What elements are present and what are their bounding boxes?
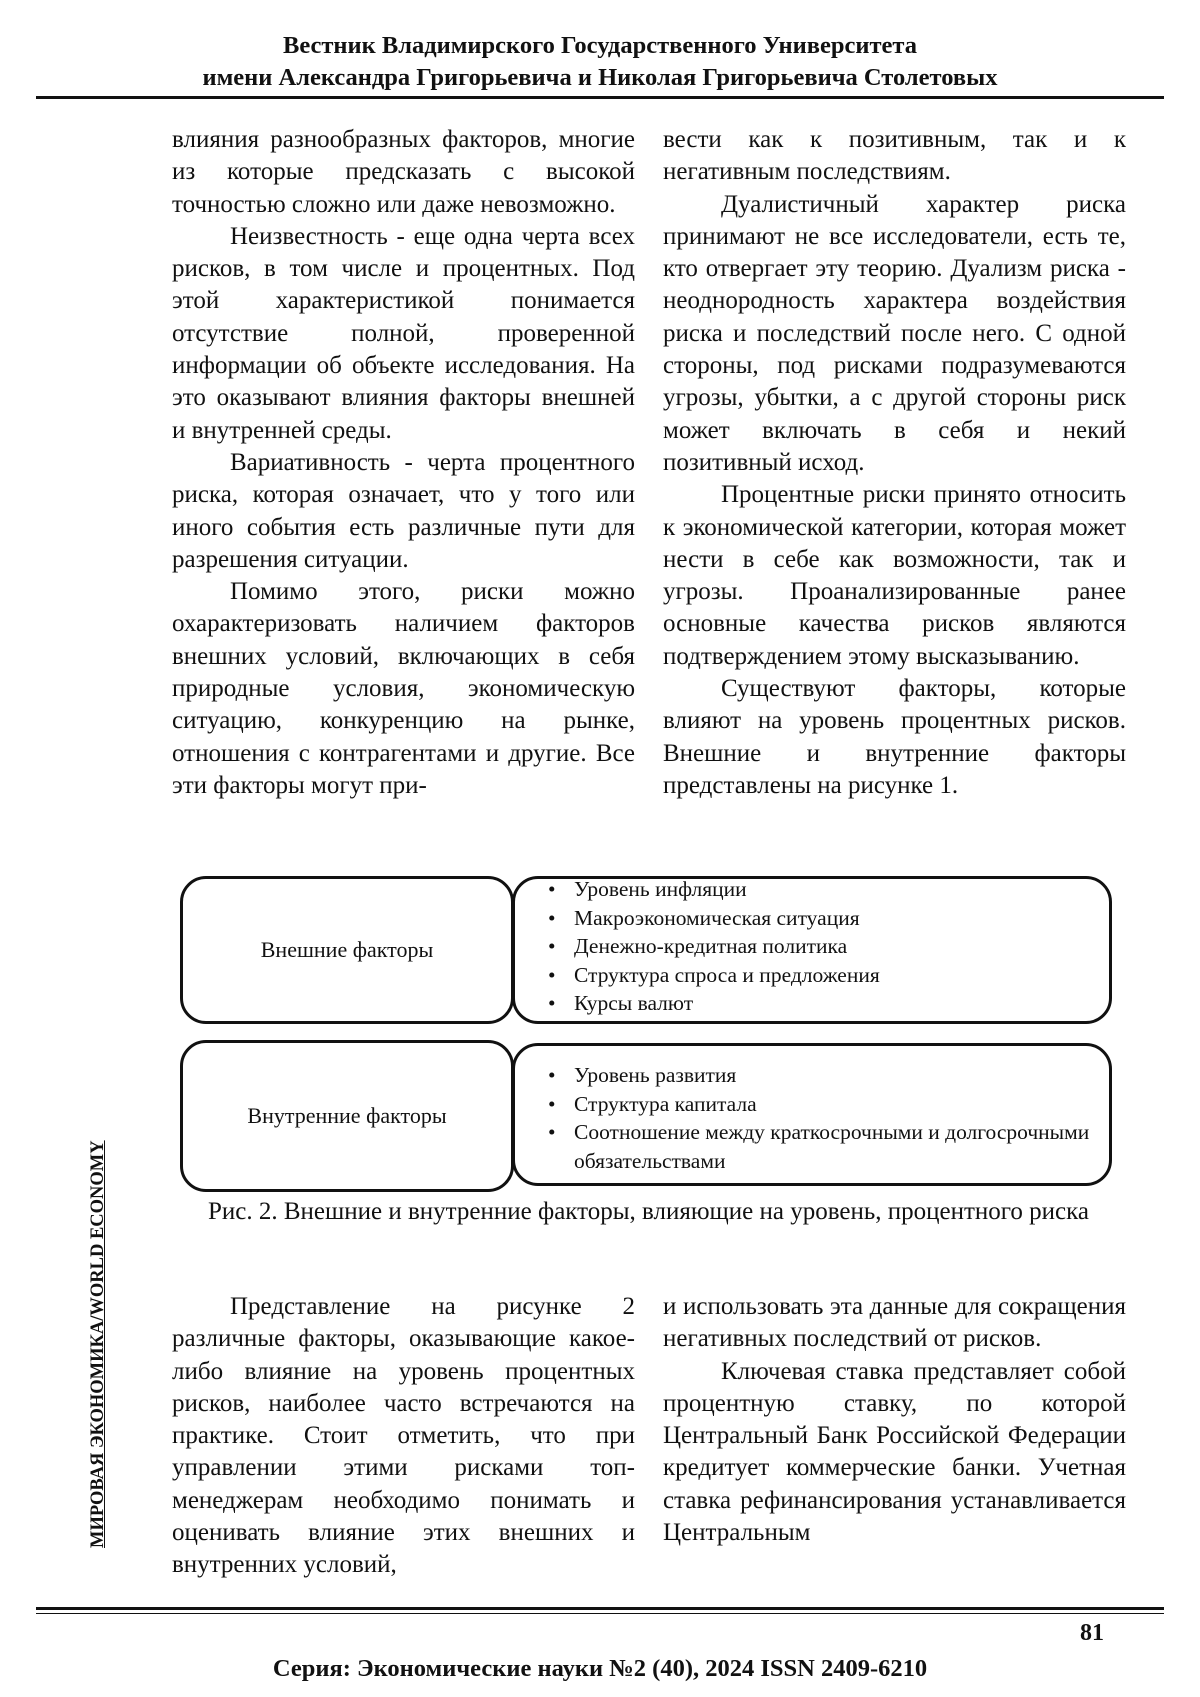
- paragraph: Процентные риски принято относить к экономической категории, которая может нести в себе как возможности, так и угрозы. Проанализированные ранее основные качества рисков являются подтверждением этому высказыванию.: [663, 481, 1126, 670]
- paragraph: Вариативность - черта процентного риска, которая означает, что у того или иного события есть различные пути для разрешения ситуации.: [172, 448, 635, 573]
- footer-rule-thin: [36, 1613, 1164, 1614]
- external-factors-label: Внешние факторы: [260, 937, 434, 962]
- column-left-top: [172, 124, 635, 802]
- journal-header: [36, 30, 1164, 94]
- journal-series-footer: Серия: Экономические науки №2 (40), 2024 ISSN 2409-6210: [272, 1655, 928, 1682]
- external-factor-item: • Денежно-кредитная политика: [548, 932, 1109, 961]
- external-factor-item: • Структура спроса и предложения: [548, 961, 1109, 990]
- internal-factor-item: • Уровень развития: [548, 1061, 1109, 1090]
- paragraph: Неизвестность - еще одна черта всех рисков, в том числе и процентных. Под этой характеристикой понимается отсутствие полной, проверенной информации об объекте исследования. На это оказывают влияния факторы внешней и внутренней среды.: [172, 222, 635, 444]
- external-factor-item: • Макроэкономическая ситуация: [548, 904, 1109, 933]
- paragraph: Ключевая ставка представляет собой процентную ставку, по которой Центральный Банк Российской Федерации кредитует коммерческие банки. Учетная ставка рефинансирования устанавливается Центральным: [663, 1357, 1126, 1547]
- column-right-bottom: [663, 1291, 1126, 1549]
- paragraph: вести как к позитивным, так и к негативным последствиям.: [663, 126, 1126, 186]
- internal-factor-item: • Структура капитала: [548, 1090, 1109, 1119]
- external-factor-item: • Уровень инфляции: [548, 875, 1109, 904]
- internal-factor-item: • Соотношение между краткосрочными и долгосрочными обязательствами: [548, 1118, 1109, 1175]
- section-side-label: МИРОВАЯ ЭКОНОМИКА/WORLD ECONOMY: [88, 1140, 108, 1548]
- journal-title-line1: Вестник Владимирского Государственного Университета: [283, 32, 917, 59]
- paragraph: Представление на рисунке 2 различные факторы, оказывающие какое-либо влияние на уровень процентных рисков, наиболее часто встречаются на практике. Стоит отметить, что при управлении этими рисками топ-менеджерам необходимо понимать и оценивать влияние этих внешних и внутренних условий,: [172, 1293, 635, 1579]
- footer-rule: [36, 1607, 1164, 1610]
- external-factors-box: [180, 876, 514, 1024]
- external-factors-list-box: [512, 876, 1112, 1024]
- header-rule: [36, 96, 1164, 99]
- paragraph: Дуалистичный характер риска принимают не все исследователи, есть те, кто отвергает эту теорию. Дуализм риска - неоднородность характера воздействия риска и последствий после него. С одной стороны, под рисками подразумеваются угрозы, убытки, а с другой стороны риск может включать в себя и некий позитивный исход.: [663, 190, 1126, 476]
- external-factor-item: • Курсы валют: [548, 989, 1109, 1018]
- column-left-bottom: [172, 1291, 635, 1582]
- journal-title-line2: имени Александра Григорьевича и Николая Григорьевича Столетовых: [202, 64, 998, 91]
- paragraph: влияния разнообразных факторов, многие из которые предсказать с высокой точностью сложно или даже невозможно.: [172, 126, 635, 218]
- internal-factors-label: Внутренние факторы: [247, 1103, 447, 1128]
- page-number: 81: [1080, 1620, 1104, 1646]
- paragraph: Помимо этого, риски можно охарактеризовать наличием факторов внешних условий, включающих в себя природные условия, экономическую ситуацию, конкуренцию на рынке, отношения с контрагентами и другие. Все эти факторы могут при-: [172, 578, 635, 799]
- paragraph: Существуют факторы, которые влияют на уровень процентных рисков. Внешние и внутренние факторы представлены на рисунке 1.: [663, 675, 1126, 799]
- column-right-top: [663, 124, 1126, 802]
- internal-factors-box: [180, 1040, 514, 1192]
- paragraph: и использовать эта данные для сокращения негативных последствий от рисков.: [663, 1293, 1126, 1353]
- internal-factors-list-box: [512, 1043, 1112, 1186]
- figure-caption: Рис. 2. Внешние и внутренние факторы, влияющие на уровень, процентного риска: [207, 1198, 1089, 1225]
